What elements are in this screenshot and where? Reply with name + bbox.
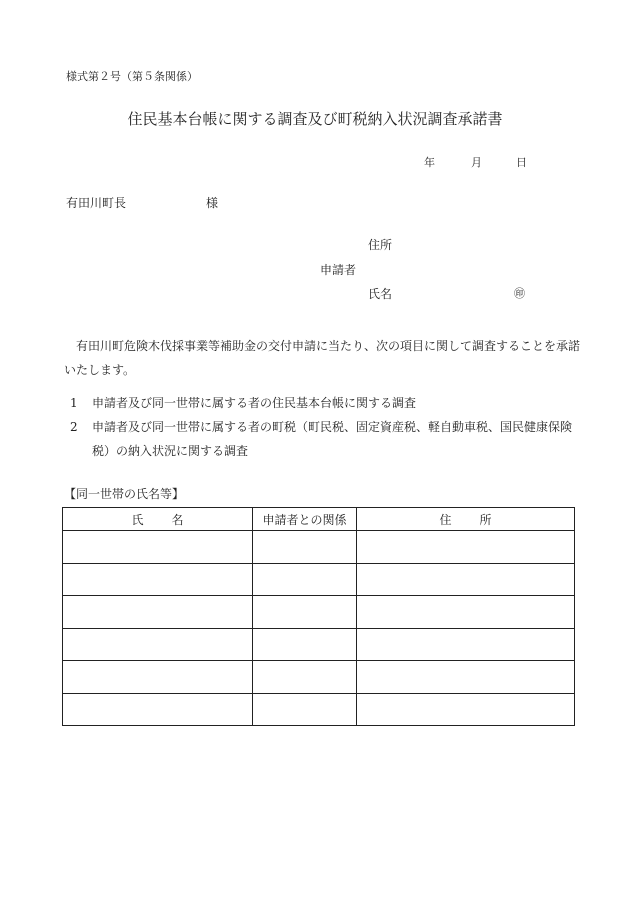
header-address: 住所 xyxy=(357,508,575,531)
name-cell[interactable] xyxy=(63,628,253,661)
relationship-cell[interactable] xyxy=(253,628,357,661)
table-caption: 【同一世帯の氏名等】 xyxy=(64,487,185,501)
name-label: 氏名 xyxy=(368,287,393,301)
relationship-cell[interactable] xyxy=(253,596,357,629)
name-cell[interactable] xyxy=(63,661,253,694)
name-cell[interactable] xyxy=(63,693,253,726)
relationship-cell[interactable] xyxy=(253,531,357,564)
consent-paragraph: 有田川町危険木伐採事業等補助金の交付申請に当たり、次の項目に関して調査することを承諾いたします。 xyxy=(64,339,581,377)
relationship-cell[interactable] xyxy=(253,661,357,694)
addressee-suffix: 様 xyxy=(206,196,219,210)
address-cell[interactable] xyxy=(357,661,575,694)
date-year-label: 年 xyxy=(424,156,435,169)
item-text: 申請者及び同一世帯に属する者の住民基本台帳に関する調査 xyxy=(92,396,417,410)
name-cell[interactable] xyxy=(63,563,253,596)
document-title: 住民基本台帳に関する調査及び町税納入状況調査承諾書 xyxy=(127,110,503,128)
relationship-cell[interactable] xyxy=(253,563,357,596)
household-table xyxy=(62,507,575,726)
date-month-label: 月 xyxy=(471,156,482,169)
address-label: 住所 xyxy=(368,238,393,252)
name-cell[interactable] xyxy=(63,531,253,564)
table-row xyxy=(63,628,575,661)
table-header-row xyxy=(63,508,575,531)
address-cell[interactable] xyxy=(357,563,575,596)
addressee: 有田川町長 xyxy=(66,196,127,210)
address-cell[interactable] xyxy=(357,596,575,629)
table-row xyxy=(63,596,575,629)
list-item xyxy=(70,415,584,463)
header-name: 氏名 xyxy=(63,508,253,531)
name-cell[interactable] xyxy=(63,596,253,629)
applicant-label: 申請者 xyxy=(320,263,357,277)
item-text: 申請者及び同一世帯に属する者の町税（町民税、固定資産税、軽自動車税、国民健康保険税）の納入状況に関する調査 xyxy=(92,420,573,458)
address-cell[interactable] xyxy=(357,531,575,564)
table-row xyxy=(63,693,575,726)
form-number: 様式第２号（第５条関係） xyxy=(66,70,198,83)
table-row xyxy=(63,661,575,694)
header-relationship: 申請者との関係 xyxy=(253,508,357,531)
relationship-cell[interactable] xyxy=(253,693,357,726)
item-number: 2 xyxy=(70,420,78,434)
address-cell[interactable] xyxy=(357,693,575,726)
seal-icon: ㊞ xyxy=(514,287,525,300)
table-row xyxy=(63,531,575,564)
address-cell[interactable] xyxy=(357,628,575,661)
date-day-label: 日 xyxy=(516,156,527,169)
list-item xyxy=(70,391,584,415)
table-row xyxy=(63,563,575,596)
item-number: 1 xyxy=(70,396,78,410)
